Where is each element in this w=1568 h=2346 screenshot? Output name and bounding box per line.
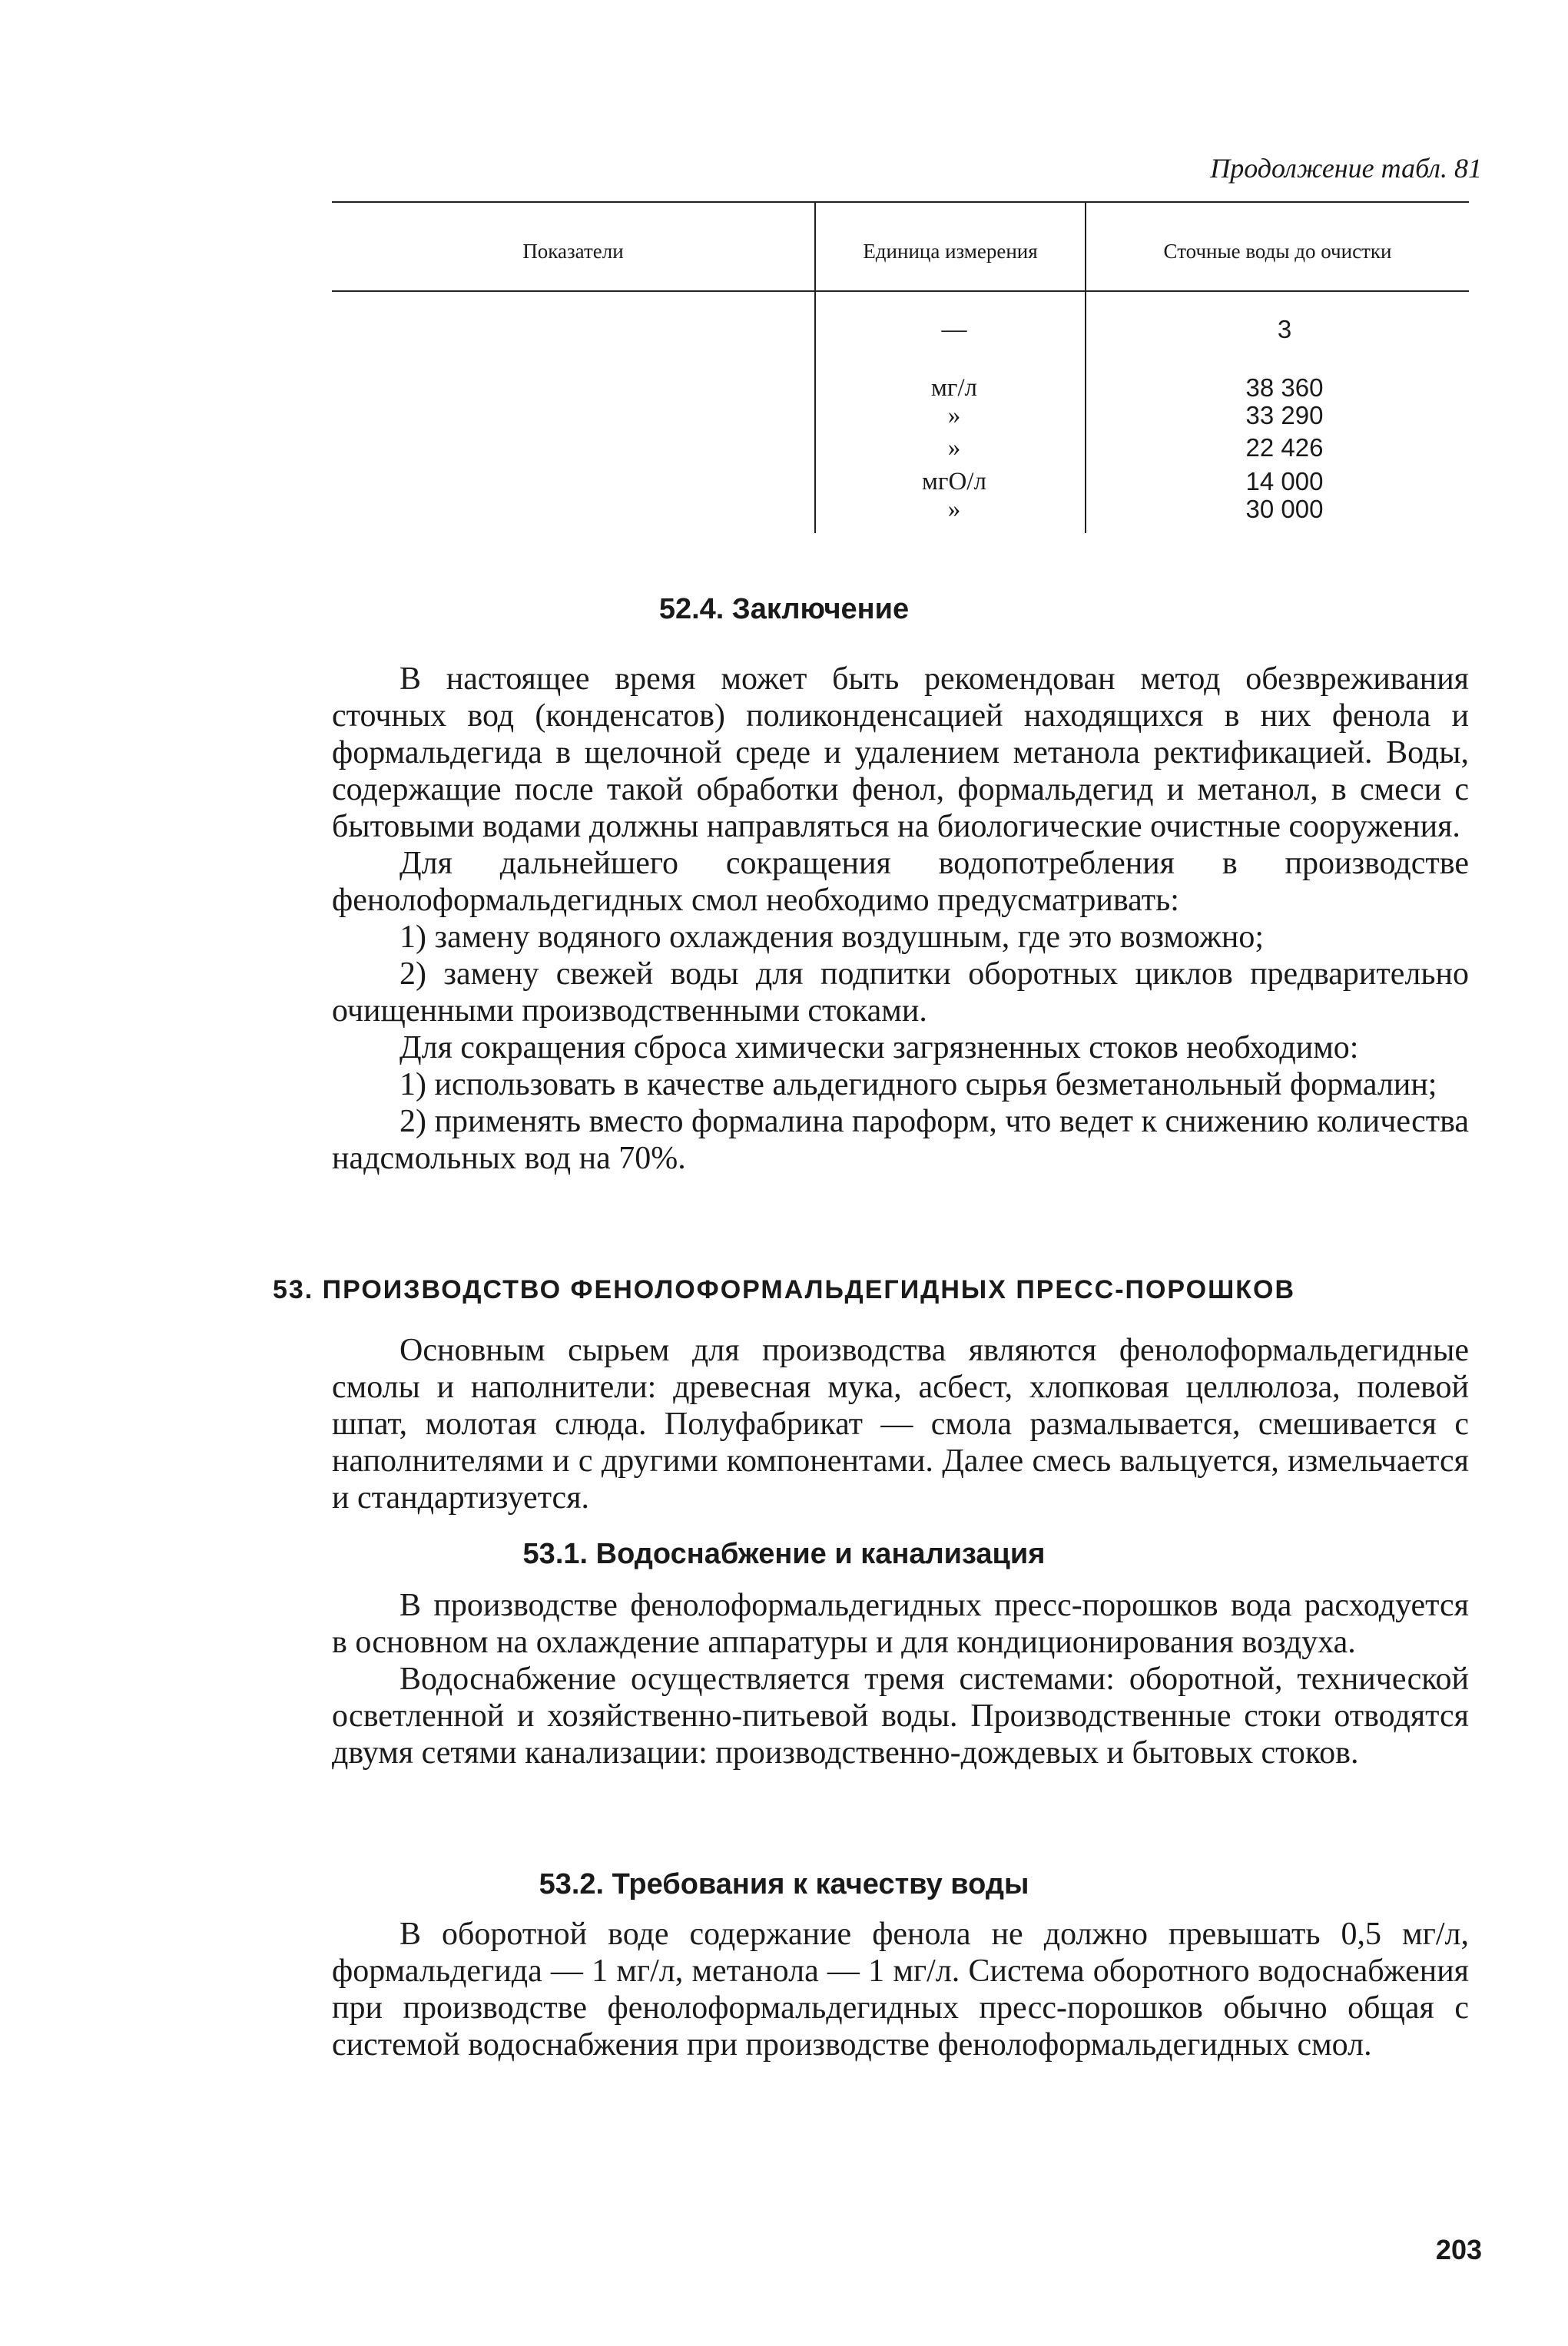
- table-row: [332, 432, 1469, 464]
- table-cell-unit: »: [947, 402, 961, 429]
- section-heading-53-1: 53.1. Водоснабжение и канализация: [522, 1538, 1046, 1570]
- section-53-body: [332, 1332, 1469, 1516]
- page-number: 203: [1435, 2234, 1482, 2265]
- paragraph: Для дальнейшего сокращения водопотребления в производстве фенолоформальдегидных смол необходимо предусматривать:: [332, 846, 1469, 918]
- table-cell-unit: мгО/л: [922, 468, 986, 495]
- table-header-rule: [332, 290, 1469, 292]
- table-cell-value: 33 290: [1245, 401, 1324, 429]
- list-item: 1) использовать в качестве альдегидного сырья безметанольный формалин;: [399, 1067, 1437, 1102]
- section-53-1-body: [332, 1587, 1469, 1771]
- table-row: [332, 340, 1469, 372]
- list-item: 2) замену свежей воды для подпитки оборотных циклов предварительно очищенными производственными стоками.: [332, 956, 1469, 1029]
- table-cell-value: 30 000: [1245, 495, 1324, 523]
- table-cell-unit: —: [941, 316, 967, 343]
- section-heading-53: 53. ПРОИЗВОДСТВО ФЕНОЛОФОРМАЛЬДЕГИДНЫХ ПРЕСС-ПОРОШКОВ: [272, 1275, 1296, 1304]
- table-cell-value: 14 000: [1245, 467, 1324, 495]
- table-header-indicators: Показатели: [522, 240, 624, 263]
- paragraph: В производстве фенолоформальдегидных пресс-порошков вода расходуется в основном на охлаждение аппаратуры и для кондиционирования воздуха.: [332, 1588, 1469, 1660]
- section-heading-53-2: 53.2. Требования к качеству воды: [539, 1868, 1029, 1900]
- paragraph: В оборотной воде содержание фенола не должно превышать 0,5 мг/л, формальдегида — 1 мг/л, метанола — 1 мг/л. Система оборотного водоснабжения при производстве фенолоформальдегидных пресс-порошков обычно общая с системой водоснабжения при производстве фенолоформальдегидных смол.: [332, 1917, 1469, 2063]
- table-continuation-caption: Продолжение табл. 81: [1210, 153, 1482, 184]
- table-header-unit: Единица измерения: [863, 240, 1038, 263]
- table-header-wastewater: Сточные воды до очистки: [1163, 240, 1392, 263]
- table-row: [332, 493, 1469, 525]
- table-cell-value: 3: [1277, 315, 1292, 343]
- paragraph: Основным сырьем для производства являются фенолоформальдегидные смолы и наполнители: древесная мука, асбест, хлопковая целлюлоза, полевой шпат, молотая слюда. Полуфабрикат — смола размалывается, смешивается с наполнителями и с другими компонентами. Далее смесь вальцуется, измельчается и стандартизуется.: [332, 1333, 1469, 1516]
- table-cell-value: 22 426: [1245, 433, 1324, 462]
- table-cell-unit: мг/л: [930, 374, 978, 402]
- list-item: 1) замену водяного охлаждения воздушным, где это возможно;: [399, 920, 1265, 955]
- table-cell-value: 38 360: [1245, 373, 1324, 402]
- paragraph: Водоснабжение осуществляется тремя системами: оборотной, технической осветленной и хозяйственно-питьевой воды. Производственные стоки отводятся двумя сетями канализации: производственно-дождевых и бытовых стоков.: [332, 1662, 1469, 1771]
- table-cell-unit: »: [947, 495, 961, 523]
- section-53-2-body: [332, 1916, 1469, 2063]
- table-row: [332, 399, 1469, 432]
- paragraph: В настоящее время может быть рекомендован метод обезвреживания сточных вод (конденсатов) поликонденсацией находящихся в них фенола и формальдегида в щелочной среде и удалением метанола ректификацией. Воды, содержащие после такой обработки фенол, формальдегид и метанол, в смеси с бытовыми водами должны направляться на биологические очистные сооружения.: [332, 661, 1469, 844]
- table-cell-unit: »: [947, 434, 961, 462]
- section-heading-52-4: 52.4. Заключение: [658, 593, 910, 625]
- paragraph: Для сокращения сброса химически загрязненных стоков необходимо:: [399, 1030, 1359, 1065]
- table-top-rule: [332, 201, 1469, 203]
- section-52-4-body: [332, 661, 1469, 1177]
- list-item: 2) применять вместо формалина пароформ, что ведет к снижению количества надсмольных вод на 70%.: [332, 1104, 1469, 1176]
